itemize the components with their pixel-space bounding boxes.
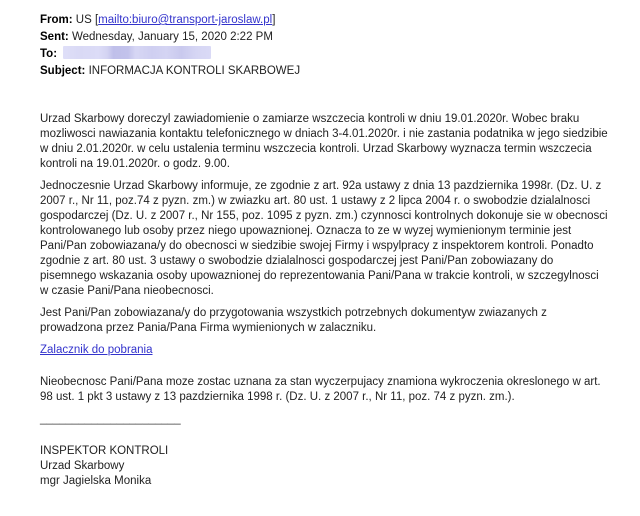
from-mailto-link[interactable]: mailto:biuro@transport-jaroslaw.pl [98, 14, 273, 26]
paragraph-notice: Urzad Skarbowy doreczyl zawiadomienie o zamiarze wszczecia kontroli w dniu 19.01.2020r. Wobec braku mozliwosci nawiazania kontaktu telefonicznego w dniach 3-4.01.2020r. i nie zastania podatnika w jego siedzibie w dniu 2.01.2020r. w celu ustalenia terminu wszczecia kontroli. Urzad Skarbowy wyznacza termin wszczecia kontroli na 19.01.2020r. o godz. 9.00. [40, 113, 608, 170]
paragraph-documents: Jest Pani/Pan zobowiazana/y do przygotowania wszystkich potrzebnych dokumentyw zwiazanych z prowadzona przez Pania/Pana Firma wymienionych w zalaczniku. [40, 307, 547, 334]
signature-divider: ______________________ [40, 413, 181, 425]
from-value-prefix: US [ [75, 14, 99, 26]
paragraph-legal-basis: Jednoczesnie Urzad Skarbowy informuje, ze zgodnie z art. 92a ustawy z dnia 13 pazdziernika 1998r. (Dz. U. z 2007 r., Nr 11, poz.74 z pyzn. zm.) w zwiazku art. 80 ust. 1 ustawy z 2 lipca 2004 r. o swobodzie dzialalnosci gospodarczej (Dz. U. z 2007 r., Nr 155, poz. 1095 z pyzn. zm.) czynnosci kontrolnych dokonuje sie w obecnosci kontrolowanego lub osoby przez niego upowaznionej. Oznacza to ze w wyzej wymienionym terminie jest Pani/Pan zobowiazana/y do obecnosci w siedzibie swojej Firmy i wspylpracy z inspektorem kontroli. Ponadto zgodnie z art. 80 ust. 3 ustawy o swobodzie dzialalnosci gospodarczej jest Pani/Pan zobowiazany do pisemnego wskazania osoby upowaznionej do reprezentowania Pani/Pana w trakcie kontroli, w szczegylnosci w czasie Pani/Pana nieobecnosci. [40, 180, 608, 297]
to-label: To: [40, 48, 58, 60]
sent-label: Sent: [40, 31, 69, 43]
to-row [40, 46, 610, 63]
attachment-download-link[interactable]: Zalacznik do pobrania [40, 344, 153, 356]
signature-name: mgr Jagielska Monika [40, 475, 152, 487]
signature-org: Urzad Skarbowy [40, 460, 125, 472]
signature-block [40, 444, 608, 489]
from-value-suffix: ] [272, 14, 276, 26]
subject-label: Subject: [40, 65, 86, 77]
attachment-link-row [40, 343, 608, 358]
redacted-recipient [63, 46, 211, 59]
subject-value: INFORMACJA KONTROLI SKARBOWEJ [88, 65, 301, 77]
email-header [40, 12, 610, 80]
sent-value: Wednesday, January 15, 2020 2:22 PM [71, 31, 273, 43]
paragraph-warning: Nieobecnosc Pani/Pana moze zostac uznana za stan wyczerpujacy znamiona wykroczenia okreslonego w art. 98 ust. 1 pkt 3 ustawy z 13 pazdziernika 1998 r. (Dz. U. z 2007 r., Nr 11, poz. 74 z pyzn. zm.). [40, 376, 601, 403]
subject-row [40, 63, 610, 80]
sent-row [40, 29, 610, 46]
email-body [40, 112, 608, 489]
from-row [40, 12, 610, 29]
signature-title: INSPEKTOR KONTROLI [40, 445, 169, 457]
from-label: From: [40, 14, 73, 26]
